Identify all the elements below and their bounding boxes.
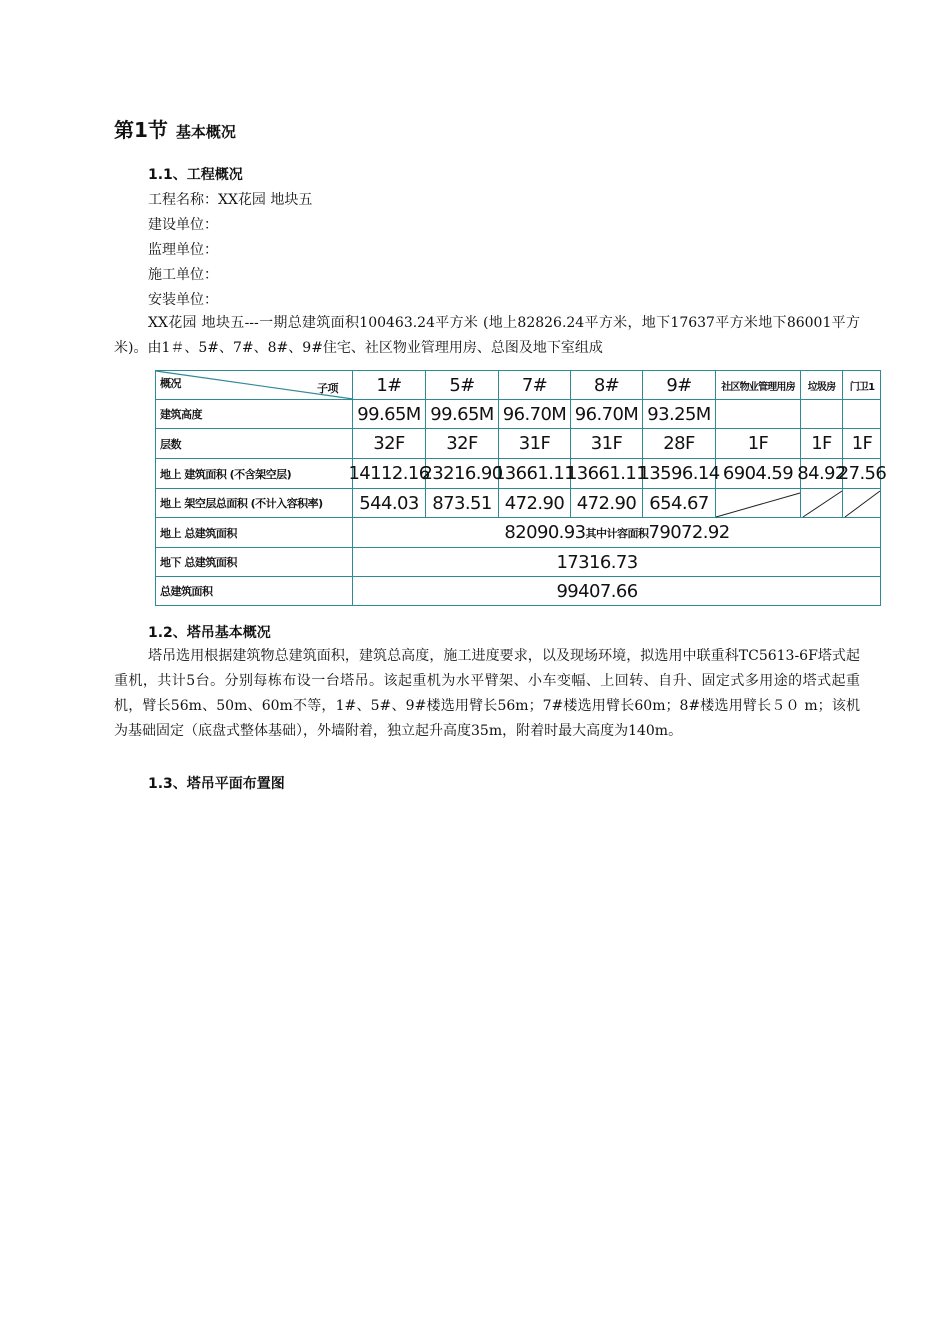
table-cell: 472.90 (571, 489, 643, 518)
table-header-corner (156, 371, 353, 400)
project-name: 工程名称：XX花园 地块五 (148, 192, 313, 208)
empty-cell-diagonal (843, 489, 881, 518)
diagonal-line (843, 489, 881, 518)
row-label: 建筑高度 (156, 400, 353, 429)
table-cell: 96.70M (571, 400, 643, 429)
row-label: 层数 (156, 429, 353, 459)
col-header: 社区物业管理用房 (716, 371, 801, 400)
table-cell: 13661.11 (571, 459, 643, 489)
table-cell (843, 400, 881, 429)
row-label: 总建筑面积 (156, 577, 353, 605)
total-above-cell (353, 518, 881, 548)
construction-unit: 建设单位： (148, 217, 218, 233)
col-header: 垃圾房 (801, 371, 843, 400)
table-cell: 13661.11 (499, 459, 571, 489)
col-header: 8# (571, 371, 643, 400)
section-number: 第1节 (114, 118, 168, 142)
table-cell: 99.65M (353, 400, 426, 429)
total-value: 99407.66 (556, 580, 638, 602)
col-header: 7# (499, 371, 571, 400)
table-cell: 654.67 (643, 489, 716, 518)
section-title (114, 114, 236, 143)
heading-1-3: 1.3、塔吊平面布置图 (148, 776, 285, 792)
project-summary: XX花园 地块五---一期总建筑面积100463.24平方米 (地上82826.24平方米，地下17637平方米地下86001平方米)。由1＃、5#、7#、8#、9#住宅、社区物业管理用房、总图及地下室组成 (114, 315, 860, 356)
section-title-text: 基本概况 (175, 123, 236, 141)
empty-cell-diagonal (716, 489, 801, 518)
row-label: 地上 架空层总面积 (不计入容积率) (156, 489, 353, 518)
diagonal-line (801, 489, 843, 518)
total-above-note: 其中计容面积 (585, 526, 649, 540)
col-header: 5# (426, 371, 499, 400)
table-cell: 472.90 (499, 489, 571, 518)
table-cell: 99.65M (426, 400, 499, 429)
table-cell: 96.70M (499, 400, 571, 429)
install-unit: 安装单位： (148, 292, 218, 308)
row-label: 地上 总建筑面积 (156, 518, 353, 548)
crane-description: 塔吊选用根据建筑物总建筑面积，建筑总高度，施工进度要求，以及现场环境，拟选用中联重科TC5613-6F塔式起重机，共计5台。分别每栋布设一台塔吊。该起重机为水平臂架、小车变幅、上回转、自升、固定式多用途的塔式起重机，臂长56m、50m、60m不等，1#、5#、9#楼选用臂长56m；7#楼选用臂长60m；8#楼选用臂长５０ m；该机为基础固定（底盘式整体基础），外墙附着，独立起升高度35m，附着时最大高度为140m。 (114, 648, 860, 739)
table-cell: 1F (801, 429, 843, 459)
col-header: 门卫1 (843, 371, 881, 400)
table-cell: 6904.59 (716, 459, 801, 489)
table-cell: 32F (426, 429, 499, 459)
builder-unit: 施工单位： (148, 267, 218, 283)
table-cell: 873.51 (426, 489, 499, 518)
heading-1-2: 1.2、塔吊基本概况 (148, 625, 271, 641)
table-cell: 1F (716, 429, 801, 459)
col-header: 1# (353, 371, 426, 400)
total-below-value: 17316.73 (353, 548, 881, 577)
table-cell: 13596.14 (643, 459, 716, 489)
table-cell: 27.56 (843, 459, 881, 489)
empty-cell-diagonal (801, 489, 843, 518)
table-cell: 32F (353, 429, 426, 459)
table-cell: 31F (499, 429, 571, 459)
table-cell: 93.25M (643, 400, 716, 429)
table-cell: 23216.90 (426, 459, 499, 489)
diagonal-line (716, 489, 801, 518)
header-left-label: 概况 (160, 377, 181, 390)
table-cell: 14112.16 (353, 459, 426, 489)
supervision-unit: 监理单位： (148, 242, 218, 258)
total-above-value: 82090.93 (504, 522, 586, 543)
table-cell (801, 400, 843, 429)
header-right-label: 子项 (317, 382, 338, 395)
area-table (155, 370, 887, 606)
table-cell (716, 400, 801, 429)
total-above-note-value: 79072.92 (648, 522, 730, 543)
table-cell: 28F (643, 429, 716, 459)
row-label: 地上 建筑面积 (不含架空层) (156, 459, 353, 489)
col-header: 9# (643, 371, 716, 400)
table-cell: 84.92 (801, 459, 843, 489)
table-cell: 544.03 (353, 489, 426, 518)
heading-1-1: 1.1、工程概况 (148, 167, 243, 183)
table-cell: 31F (571, 429, 643, 459)
table-cell: 1F (843, 429, 881, 459)
row-label: 地下 总建筑面积 (156, 548, 353, 577)
